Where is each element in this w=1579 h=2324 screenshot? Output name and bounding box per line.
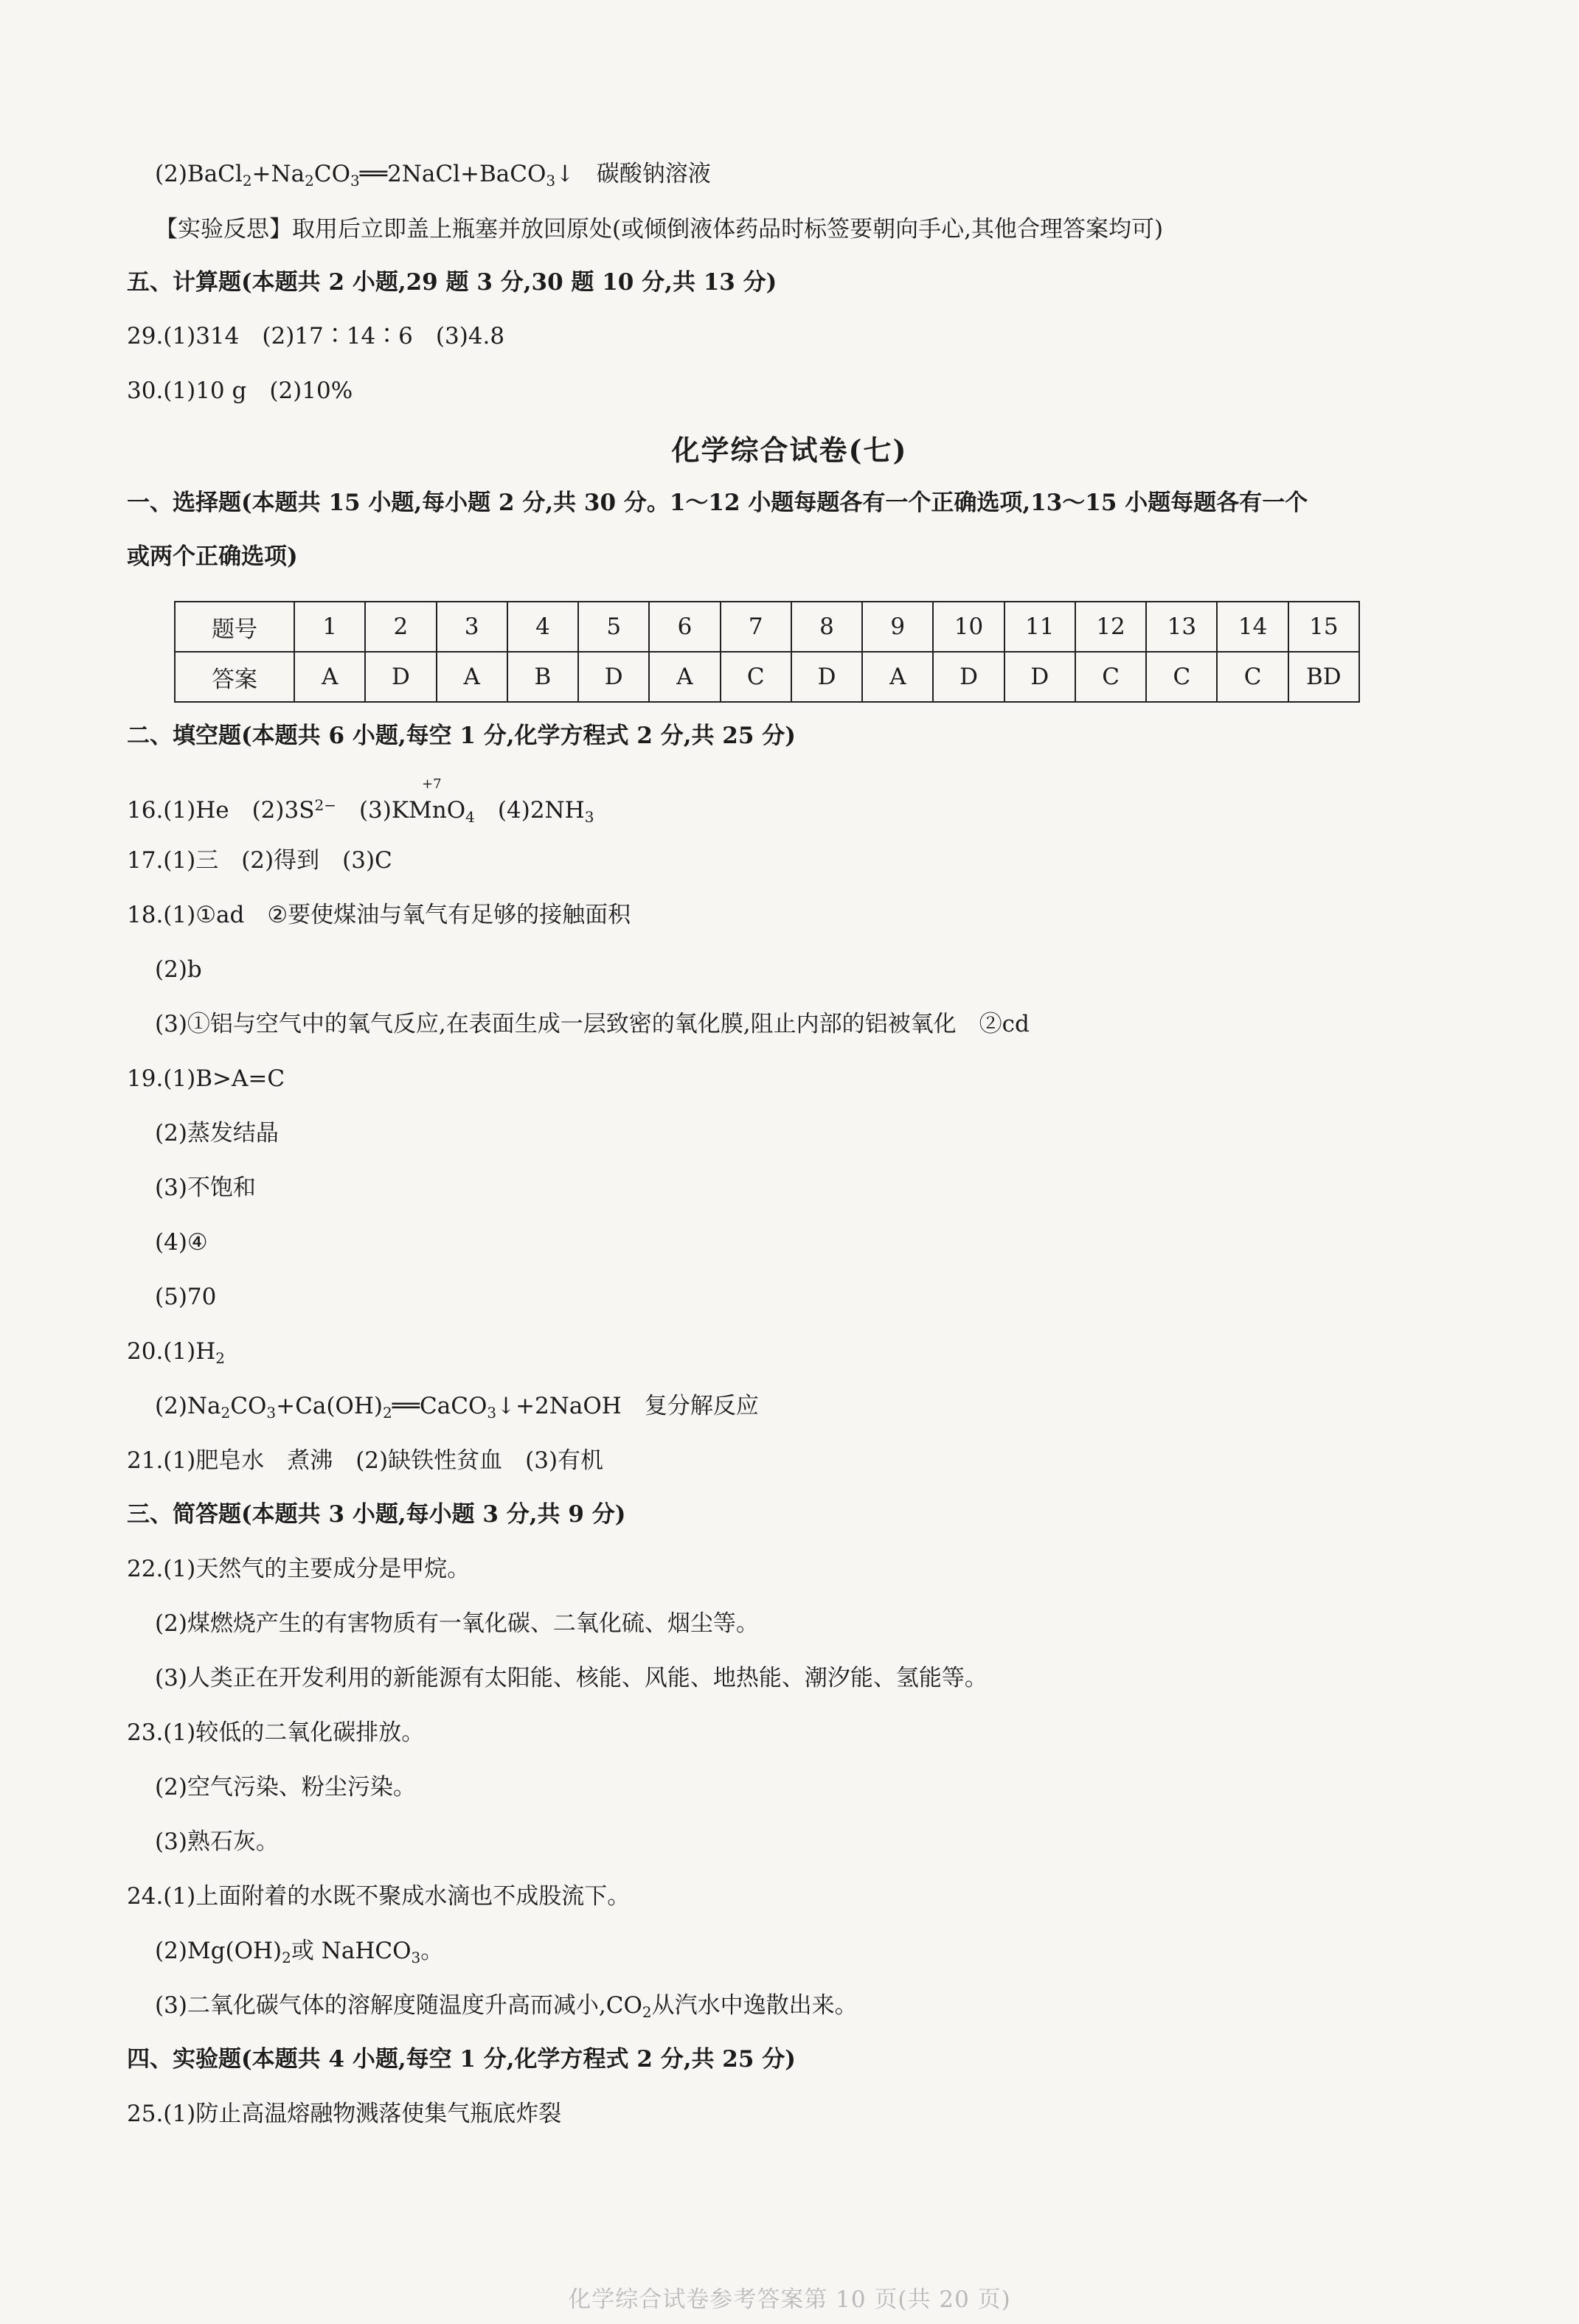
table-cell: C <box>721 652 791 702</box>
answer-23-3: (3)熟石灰。 <box>155 1829 279 1855</box>
subscript: 2 <box>642 2003 652 2021</box>
text: (2)Na <box>155 1393 221 1419</box>
answer-19-2: (2)蒸发结晶 <box>155 1120 279 1147</box>
table-cell: 14 <box>1217 602 1288 652</box>
table-cell: 12 <box>1075 602 1146 652</box>
table-cell: B <box>507 652 578 702</box>
text: O <box>446 797 466 824</box>
table-header-cell: 题号 <box>175 602 294 652</box>
answer-19-4: (4)④ <box>155 1229 208 1256</box>
table-cell: C <box>1146 652 1217 702</box>
text: (2)BaCl <box>155 161 243 187</box>
superscript: 2− <box>314 796 336 814</box>
text: 。 <box>420 1938 444 1964</box>
answer-19-1: 19.(1)B>A=C <box>127 1065 285 1092</box>
section-5-heading: 五、计算题(本题共 2 小题,29 题 3 分,30 题 10 分,共 13 分) <box>127 269 777 296</box>
reflection-line: 【实验反思】取用后立即盖上瓶塞并放回原处(或倾倒液体药品时标签要朝向手心,其他合理答案均可) <box>155 216 1164 243</box>
subscript: 2 <box>221 1404 231 1422</box>
oxidation-mark: +7 <box>422 776 442 792</box>
text: 20.(1)H <box>127 1338 216 1365</box>
text: ══2NaCl+BaCO <box>359 161 546 187</box>
table-cell: 2 <box>365 602 436 652</box>
answer-22-1: 22.(1)天然气的主要成分是甲烷。 <box>127 1556 471 1582</box>
subscript: 2 <box>305 172 314 189</box>
table-cell: D <box>578 652 649 702</box>
answer-19-5: (5)70 <box>155 1284 217 1310</box>
section-1-heading-line1: 一、选择题(本题共 15 小题,每小题 2 分,共 30 分。1～12 小题每题各有一个正确选项,13～15 小题每题各有一个 <box>127 490 1308 516</box>
answer-table <box>174 601 1360 703</box>
section-2-heading: 二、填空题(本题共 6 小题,每空 1 分,化学方程式 2 分,共 25 分) <box>127 723 796 749</box>
subscript: 4 <box>465 808 475 826</box>
table-cell: 11 <box>1004 602 1075 652</box>
answer-23-1: 23.(1)较低的二氧化碳排放。 <box>127 1719 425 1746</box>
table-cell: 8 <box>791 602 862 652</box>
text: (2)Mg(OH) <box>155 1938 282 1964</box>
text: (4)2NH <box>474 797 585 824</box>
answer-24-3 <box>155 1989 1490 2028</box>
answer-21: 21.(1)肥皂水 煮沸 (2)缺铁性贫血 (3)有机 <box>127 1447 604 1474</box>
table-cell: D <box>365 652 436 702</box>
text: ↓+2NaOH 复分解反应 <box>496 1393 759 1419</box>
table-cell: 13 <box>1146 602 1217 652</box>
answer-23-2: (2)空气污染、粉尘污染。 <box>155 1774 416 1801</box>
table-cell: C <box>1217 652 1288 702</box>
section-3-heading: 三、简答题(本题共 3 小题,每小题 3 分,共 9 分) <box>127 1501 626 1528</box>
text: 16.(1)He (2)3S <box>127 797 315 824</box>
text: 或 NaHCO <box>291 1938 412 1964</box>
text: CO <box>313 161 351 187</box>
table-cell: D <box>1004 652 1075 702</box>
subscript: 2 <box>382 1404 392 1422</box>
table-cell: D <box>791 652 862 702</box>
table-cell: D <box>933 652 1004 702</box>
table-cell: 6 <box>649 602 720 652</box>
subscript: 3 <box>487 1404 497 1422</box>
table-cell: 4 <box>507 602 578 652</box>
table-cell: A <box>437 652 507 702</box>
answer-22-2: (2)煤燃烧产生的有害物质有一氧化碳、二氧化硫、烟尘等。 <box>155 1610 759 1637</box>
table-cell: BD <box>1288 652 1359 702</box>
text: 碳酸钠溶液 <box>596 161 711 187</box>
section-1-heading-line2: 或两个正确选项) <box>127 543 298 570</box>
text: CO <box>230 1393 267 1419</box>
subscript: 3 <box>266 1404 277 1422</box>
table-cell: A <box>649 652 720 702</box>
answer-20-2 <box>155 1390 1490 1429</box>
subscript: 3 <box>411 1949 421 1966</box>
table-cell: 1 <box>294 602 365 652</box>
table-cell: 15 <box>1288 602 1359 652</box>
answer-24-2 <box>155 1935 1490 1974</box>
subscript: 3 <box>584 808 594 826</box>
table-cell: C <box>1075 652 1146 702</box>
table-cell: 9 <box>862 602 933 652</box>
text: ══CaCO <box>392 1393 487 1419</box>
table-cell: 3 <box>437 602 507 652</box>
table-cell: 7 <box>721 602 791 652</box>
page-footer: 化学综合试卷参考答案第 10 页(共 20 页) <box>568 2286 1011 2313</box>
table-cell: 5 <box>578 602 649 652</box>
text: ↓ <box>555 161 575 187</box>
text: +Na <box>251 161 305 187</box>
answer-19-3: (3)不饱和 <box>155 1175 256 1201</box>
text: +Ca(OH) <box>276 1393 383 1419</box>
answer-18-3: (3)①铝与空气中的氧气反应,在表面生成一层致密的氧化膜,阻止内部的铝被氧化 ②cd <box>155 1011 1030 1037</box>
subscript: 2 <box>282 1949 291 1966</box>
equation-line <box>155 158 1490 197</box>
table-cell: A <box>862 652 933 702</box>
oxidation-state <box>409 776 447 827</box>
table-header-cell: 答案 <box>175 652 294 702</box>
section-4-heading: 四、实验题(本题共 4 小题,每空 1 分,化学方程式 2 分,共 25 分) <box>127 2046 796 2073</box>
answer-22-3: (3)人类正在开发利用的新能源有太阳能、核能、风能、地热能、潮汐能、氢能等。 <box>155 1665 988 1691</box>
answer-17: 17.(1)三 (2)得到 (3)C <box>127 847 392 874</box>
answer-25-1: 25.(1)防止高温熔融物溅落使集气瓶底炸裂 <box>127 2101 562 2127</box>
text: Mn <box>409 797 447 824</box>
page-title: 化学综合试卷(七) <box>671 434 908 467</box>
answer-29: 29.(1)314 (2)17∶14∶6 (3)4.8 <box>127 323 505 349</box>
subscript: 2 <box>242 172 252 189</box>
text: 从汽水中逸散出来。 <box>651 1992 858 2019</box>
subscript: 2 <box>215 1349 225 1367</box>
text: (3)K <box>336 797 409 824</box>
answer-18-1: 18.(1)①ad ②要使煤油与氧气有足够的接触面积 <box>127 902 631 928</box>
answer-18-2: (2)b <box>155 956 202 983</box>
table-row-answers <box>175 652 1359 702</box>
answer-24-1: 24.(1)上面附着的水既不聚成水滴也不成股流下。 <box>127 1883 631 1910</box>
subscript: 3 <box>546 172 556 189</box>
table-cell: 10 <box>933 602 1004 652</box>
answer-16 <box>127 776 1490 833</box>
table-cell: A <box>294 652 365 702</box>
answer-20-1 <box>127 1335 1490 1374</box>
subscript: 3 <box>350 172 360 189</box>
answer-30: 30.(1)10 g (2)10% <box>127 378 353 404</box>
table-row-numbers <box>175 602 1359 652</box>
text: (3)二氧化碳气体的溶解度随温度升高而减小,CO <box>155 1992 642 2019</box>
